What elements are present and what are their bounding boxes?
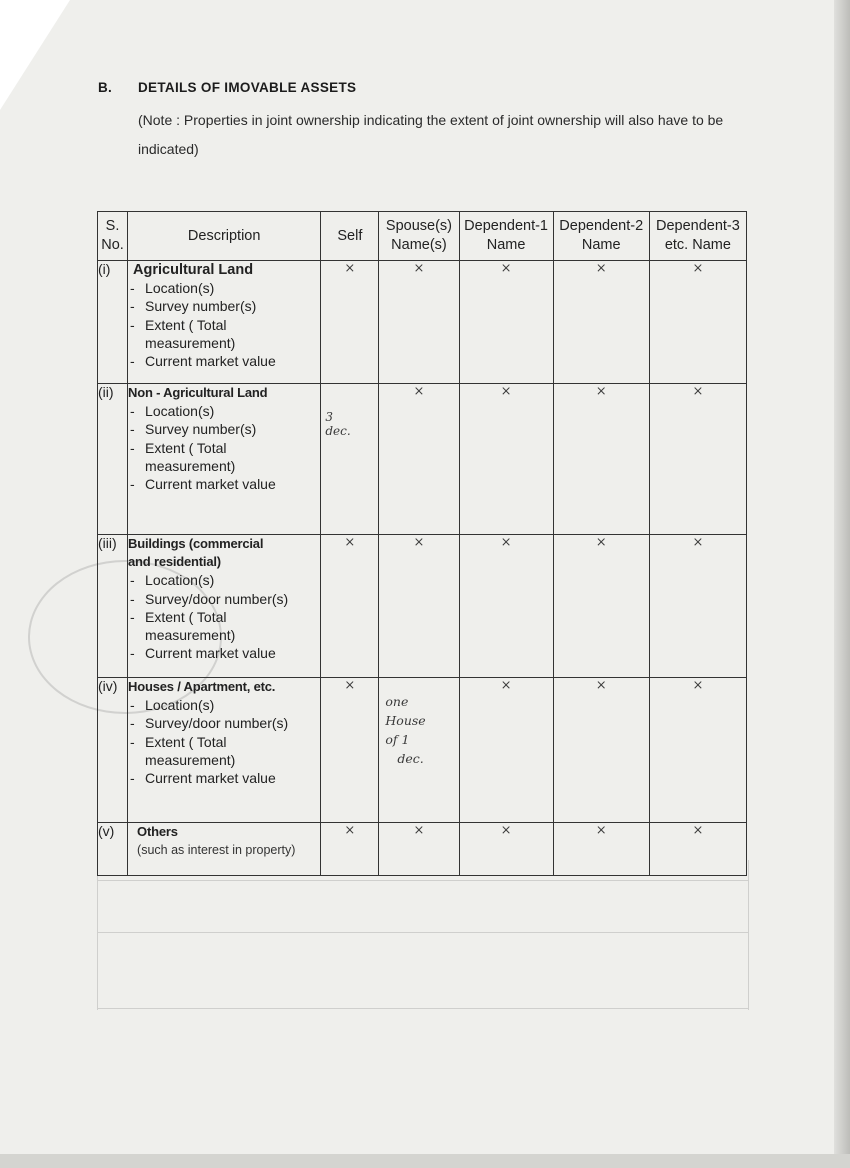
cell-dependent-3: × [649, 261, 746, 384]
cell-dependent-3: × [649, 535, 746, 678]
list-item: - Location(s) [128, 279, 320, 297]
cell-spouse: × [379, 823, 459, 876]
list-item: - Location(s) [128, 696, 320, 714]
cell-dependent-3: × [649, 678, 746, 823]
cell-dependent-1: × [459, 823, 553, 876]
row-description [128, 678, 321, 823]
table-row [98, 535, 747, 678]
row-sno: (ii) [98, 384, 128, 535]
cell-dependent-2: × [553, 823, 649, 876]
row-title-line1: Buildings (commercial [128, 536, 264, 551]
cell-dependent-2: × [553, 678, 649, 823]
immovable-assets-table [97, 211, 747, 876]
bleed-through-lines [97, 860, 749, 1010]
cell-self [321, 384, 379, 535]
cell-dependent-2: × [553, 384, 649, 535]
row-description [128, 535, 321, 678]
list-item: - Survey/door number(s) [128, 590, 320, 608]
row-title: Houses / Apartment, etc. [128, 679, 276, 694]
list-item: - Survey/door number(s) [128, 714, 320, 732]
cell-dependent-3: × [649, 384, 746, 535]
page-edge-shadow [834, 0, 850, 1168]
table-row [98, 384, 747, 535]
list-item: - Current market value [128, 475, 320, 493]
cell-self: × [321, 261, 379, 384]
row-title: Non - Agricultural Land [128, 385, 268, 400]
cell-spouse: × [379, 535, 459, 678]
header-self: Self [321, 212, 379, 261]
cell-self: × [321, 535, 379, 678]
section-letter: B. [98, 80, 113, 95]
section-heading [98, 80, 356, 95]
header-sno: S. No. [98, 212, 128, 261]
row-sno: (v) [98, 823, 128, 876]
list-item-continuation: measurement) [145, 457, 236, 474]
cell-dependent-3: × [649, 823, 746, 876]
row-title: Agricultural Land [133, 262, 254, 278]
list-item: - Extent ( Total [128, 733, 320, 751]
list-item: - Survey number(s) [128, 420, 320, 438]
list-item: - Location(s) [128, 571, 320, 589]
handwritten-spouse-line2: House [385, 713, 426, 728]
row-description [128, 823, 321, 876]
list-item: - Survey number(s) [128, 297, 320, 315]
section-note: (Note : Properties in joint ownership indicating the extent of joint ownership will also have to be indicated) [138, 112, 724, 157]
row-title-line2: and residential) [128, 554, 221, 570]
folded-corner [0, 0, 70, 110]
cell-dependent-2: × [553, 535, 649, 678]
list-item-continuation: measurement) [145, 334, 236, 351]
section-title: DETAILS OF IMOVABLE ASSETS [138, 80, 357, 95]
list-item-continuation: measurement) [145, 627, 236, 644]
handwritten-spouse-line4: dec. [397, 751, 424, 766]
page-bottom-edge [0, 1154, 850, 1168]
header-spouse: Spouse(s) Name(s) [379, 212, 459, 261]
cell-dependent-1: × [459, 678, 553, 823]
row-description [128, 384, 321, 535]
handwritten-spouse-line1: one [385, 694, 409, 709]
row-sno: (iii) [98, 535, 128, 678]
list-item: - Extent ( Total [128, 316, 320, 334]
cell-spouse [379, 678, 459, 823]
list-item: - Extent ( Total [128, 608, 320, 626]
list-item-continuation: measurement) [145, 751, 236, 768]
handwritten-self-line1: 3 [325, 410, 333, 424]
cell-dependent-1: × [459, 384, 553, 535]
row-subtitle: (such as interest in property) [137, 843, 296, 858]
cell-dependent-1: × [459, 535, 553, 678]
list-item: - Location(s) [128, 402, 320, 420]
header-dependent-2: Dependent-2 Name [553, 212, 649, 261]
handwritten-self-line2: dec. [325, 424, 351, 438]
header-dependent-3: Dependent-3 etc. Name [649, 212, 746, 261]
cell-dependent-2: × [553, 261, 649, 384]
table-header-row [98, 212, 747, 261]
list-item: - Extent ( Total [128, 439, 320, 457]
cell-self: × [321, 678, 379, 823]
row-sno: (iv) [98, 678, 128, 823]
row-sno: (i) [98, 261, 128, 384]
table-row [98, 678, 747, 823]
cell-spouse: × [379, 261, 459, 384]
cell-self: × [321, 823, 379, 876]
handwritten-spouse-line3: of 1 [385, 732, 410, 747]
list-item: - Current market value [128, 352, 320, 370]
list-item: - Current market value [128, 644, 320, 662]
table-row [98, 823, 747, 876]
header-description: Description [128, 212, 321, 261]
cell-dependent-1: × [459, 261, 553, 384]
row-description [128, 261, 321, 384]
header-dependent-1: Dependent-1 Name [459, 212, 553, 261]
list-item: - Current market value [128, 769, 320, 787]
row-title: Others [137, 824, 178, 839]
table-row [98, 261, 747, 384]
cell-spouse: × [379, 384, 459, 535]
